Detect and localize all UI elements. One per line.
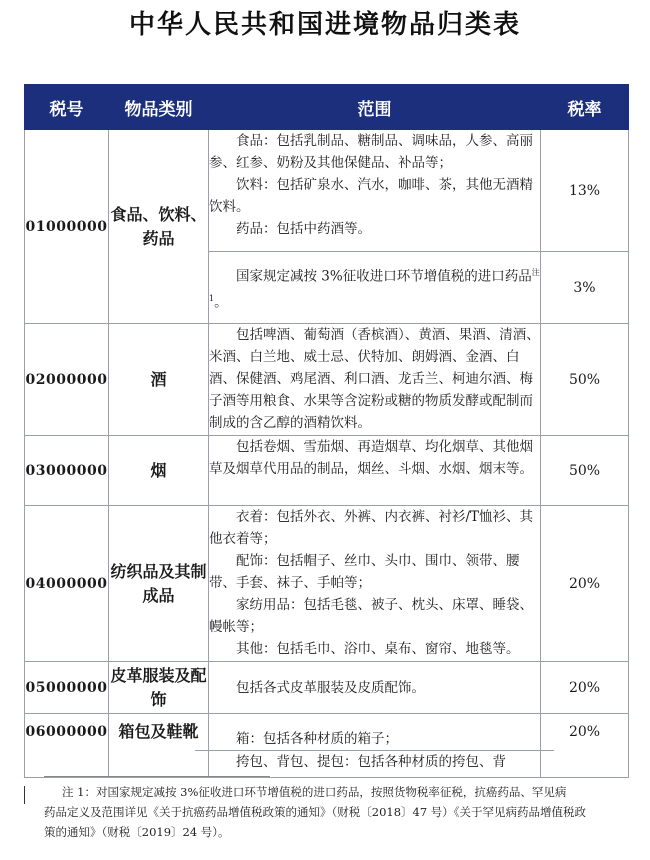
row-scope [209, 252, 541, 324]
table-row [25, 506, 629, 662]
row-code: 01000000 [25, 130, 109, 324]
row-rate: 50% [541, 324, 629, 436]
header-code: 税号 [25, 85, 109, 130]
footnote-marker: 注1 [209, 268, 540, 303]
table-row [25, 324, 629, 436]
row-scope [209, 506, 541, 662]
scope-line: 药品：包括中药酒等。 [236, 221, 371, 237]
row-code: 06000000 [25, 714, 109, 778]
table-row [25, 662, 629, 714]
row-scope [209, 436, 541, 506]
row-scope [209, 130, 541, 252]
row-category: 食品、饮料、药品 [109, 130, 209, 324]
table-header-row [25, 85, 629, 130]
row-code: 03000000 [25, 436, 109, 506]
scope-line [209, 262, 540, 313]
row-category: 酒 [109, 324, 209, 436]
tariff-table [24, 84, 629, 778]
row-code: 02000000 [25, 324, 109, 436]
footnote-line: 药品定义及范围详见《关于抗癌药品增值税政策的通知》（财税〔2018〕47 号）《关于罕见病药品增值税政 [44, 805, 587, 819]
row-rate: 3% [541, 252, 629, 324]
row-scope [209, 324, 541, 436]
table-row [25, 436, 629, 506]
scope-line: 挎包、背包、提包：包括各种材质的挎包、背 [195, 750, 554, 773]
header-scope: 范围 [209, 85, 541, 130]
scope-text-end: 。 [214, 294, 228, 310]
row-category: 纺织品及其制成品 [109, 506, 209, 662]
footnote-line: 策的通知》（财税〔2019〕24 号）。 [44, 825, 230, 839]
page-title: 中华人民共和国进境物品归类表 [128, 10, 521, 40]
scope-line: 包括各式皮革服装及皮质配饰。 [236, 679, 425, 696]
scope-line: 衣着：包括外衣、外裤、内衣裤、衬衫/T恤衫、其他衣着等； [209, 509, 534, 547]
scope-line: 包括啤酒、葡萄酒（香槟酒）、黄酒、果酒、清酒、米酒、白兰地、威士忌、伏特加、朗姆酒、金酒、白酒、保健酒、鸡尾酒、利口酒、龙舌兰、柯迪尔酒、梅子酒等用粮食、水果等含淀粉或糖的物质发酵或配制而制成的含乙醇的酒精饮料。 [209, 327, 540, 431]
row-category: 箱包及鞋靴 [109, 714, 209, 778]
header-category: 物品类别 [109, 85, 209, 130]
table-row [25, 130, 629, 252]
scope-line: 食品：包括乳制品、糖制品、调味品，人参、高丽参、红参、奶粉及其他保健品、补品等； [209, 133, 533, 171]
row-rate: 20% [541, 714, 629, 778]
scope-line: 饮料：包括矿泉水、汽水，咖啡、茶，其他无酒精饮料。 [209, 177, 533, 215]
footnote-divider [44, 776, 270, 777]
row-rate: 50% [541, 436, 629, 506]
scope-line: 包括卷烟、雪茄烟、再造烟草、均化烟草、其他烟草及烟草代用品的制品，烟丝、斗烟、水烟、烟末等。 [209, 439, 533, 477]
row-scope [209, 662, 541, 714]
header-rate: 税率 [541, 85, 629, 130]
footnote-line: 注 1：对国家规定减按 3%征收进口环节增值税的进口药品，按照货物税率征税，抗癌药品、罕见病 [62, 785, 567, 799]
text-cursor [24, 786, 25, 804]
scope-line: 箱：包括各种材质的箱子； [236, 731, 398, 747]
table-row [25, 714, 629, 778]
row-category: 皮革服装及配饰 [109, 662, 209, 714]
row-rate: 20% [541, 506, 629, 662]
scope-line: 配饰：包括帽子、丝巾、头巾、围巾、领带、腰带、手套、袜子、手帕等； [209, 553, 520, 591]
row-code: 05000000 [25, 662, 109, 714]
scope-line: 其他：包括毛巾、浴巾、桌布、窗帘、地毯等。 [236, 641, 520, 657]
row-rate: 20% [541, 662, 629, 714]
row-code: 04000000 [25, 506, 109, 662]
footnote [44, 782, 604, 842]
row-rate: 13% [541, 130, 629, 252]
scope-line: 家纺用品：包括毛毯、被子、枕头、床罩、睡袋、幔帐等； [209, 597, 533, 635]
row-category: 烟 [109, 436, 209, 506]
row-scope [209, 714, 541, 778]
scope-text: 国家规定减按 3%征收进口环节增值税的进口药品 [236, 268, 532, 285]
